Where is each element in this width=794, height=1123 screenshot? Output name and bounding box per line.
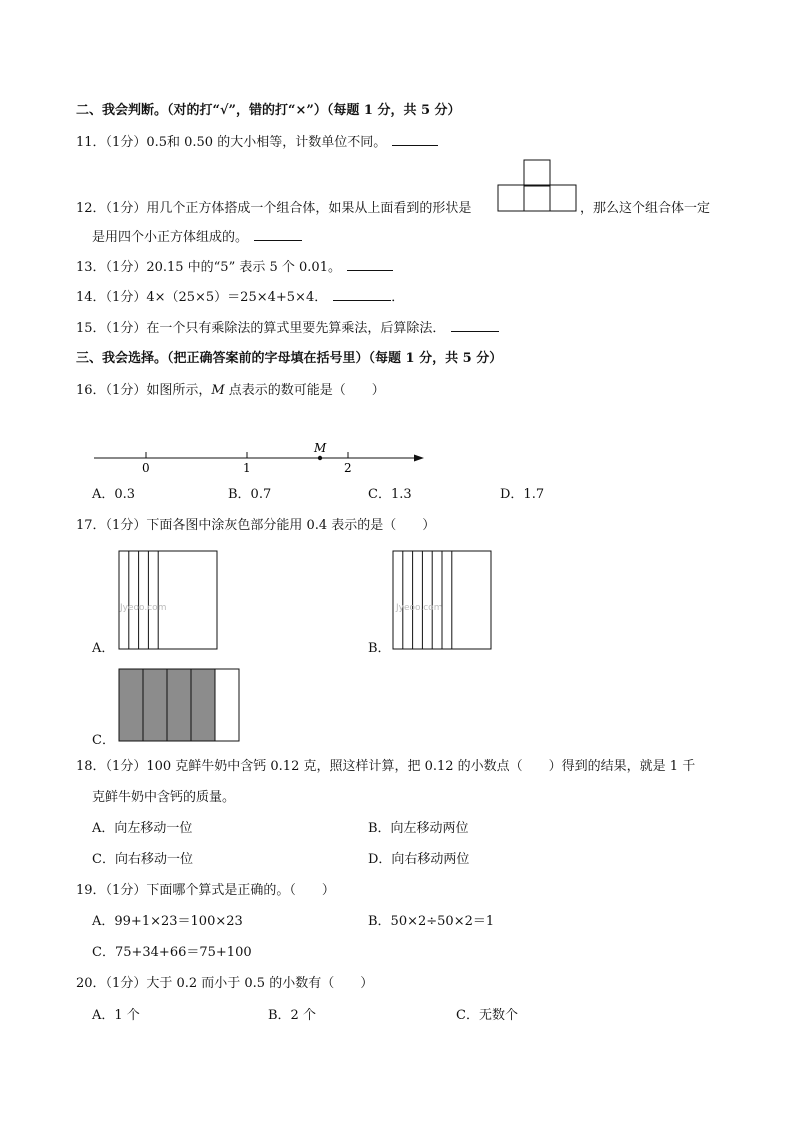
option-19-a[interactable]: A．99+1×23＝100×23 — [92, 914, 243, 929]
tick-label-0: 0 — [142, 461, 150, 475]
option-20-c[interactable]: C．无数个 — [456, 1008, 518, 1023]
watermark-a: Jyeoo.com — [120, 603, 167, 613]
question-13 — [76, 258, 393, 277]
figure-17-a — [118, 550, 220, 652]
section-2-title: 二、我会判断。（对的打“√”，错的打“×”）（每题 1 分，共 5 分） — [76, 103, 461, 118]
question-14 — [76, 288, 404, 307]
question-13-text: 13．（1分）20.15 中的“5” 表示 5 个 0.01。 — [76, 260, 341, 275]
option-16-c[interactable]: C．1.3 — [368, 487, 412, 502]
tick-label-2: 2 — [344, 461, 352, 475]
option-19-c[interactable]: C．75+34+66＝75+100 — [92, 945, 252, 960]
option-16-b[interactable]: B．0.7 — [228, 487, 272, 502]
tick-label-1: 1 — [243, 461, 251, 475]
watermark-b: Jyeoo.com — [396, 603, 443, 613]
option-18-d[interactable]: D．向右移动两位 — [368, 852, 470, 867]
option-16-d[interactable]: D．1.7 — [500, 487, 545, 502]
question-18-line1: 18．（1分）100 克鲜牛奶中含钙 0.12 克，照这样计算，把 0.12 的小数点（ ）得到的结果，就是 1 千 — [76, 759, 696, 774]
option-18-b[interactable]: B．向左移动两位 — [368, 821, 469, 836]
question-11-text: 11．（1分）0.5和 0.50 的大小相等，计数单位不同。 — [76, 135, 387, 150]
question-20: 20．（1分）大于 0.2 而小于 0.5 的小数有（ ） — [76, 976, 374, 991]
figure-17-b — [392, 550, 494, 652]
answer-blank-14[interactable] — [333, 288, 391, 301]
option-17-c[interactable]: C． — [92, 733, 115, 748]
answer-blank-11[interactable] — [392, 133, 438, 146]
option-20-b[interactable]: B．2 个 — [268, 1008, 316, 1023]
question-15 — [76, 319, 499, 338]
top-view-figure — [496, 159, 580, 213]
answer-blank-12[interactable] — [254, 228, 302, 241]
option-19-b[interactable]: B．50×2÷50×2＝1 — [368, 914, 495, 929]
option-18-c[interactable]: C．向右移动一位 — [92, 852, 193, 867]
question-17: 17．（1分）下面各图中涂灰色部分能用 0.4 表示的是（ ） — [76, 518, 436, 533]
question-18-line2: 克鲜牛奶中含钙的质量。 — [92, 790, 236, 805]
figure-17-c — [118, 668, 240, 744]
section-3-title: 三、我会选择。（把正确答案前的字母填在括号里）（每题 1 分，共 5 分） — [76, 351, 503, 366]
question-12-line1 — [76, 200, 471, 218]
answer-blank-13[interactable] — [347, 258, 393, 271]
question-19: 19．（1分）下面哪个算式是正确的。（ ） — [76, 883, 335, 898]
point-m-label: M — [314, 441, 327, 455]
question-16-text-b: 点表示的数可能是（ ） — [224, 383, 385, 398]
question-16-var: M — [211, 383, 225, 398]
answer-blank-15[interactable] — [451, 319, 499, 332]
question-16 — [76, 382, 385, 400]
question-16-text-a: 16．（1分）如图所示， — [76, 383, 212, 398]
question-14-text: 14．（1分）4×（25×5）＝25×4+5×4． — [76, 290, 328, 305]
option-17-a[interactable]: A． — [92, 641, 115, 656]
question-12-text-b: ，那么这个组合体一定 — [580, 201, 711, 216]
question-14-suffix: ． — [391, 290, 405, 305]
question-12-text-a: 12．（1分）用几个正方体搭成一个组合体，如果从上面看到的形状是 — [76, 201, 472, 216]
question-12-line2 — [92, 228, 302, 247]
number-line — [92, 436, 432, 476]
option-20-a[interactable]: A．1 个 — [92, 1008, 140, 1023]
point-m — [318, 456, 322, 460]
option-18-a[interactable]: A．向左移动一位 — [92, 821, 193, 836]
question-12-text-c: 是用四个小正方体组成的。 — [92, 230, 249, 245]
question-15-text: 15．（1分）在一个只有乘除法的算式里要先算乘法，后算除法． — [76, 321, 446, 336]
option-17-b[interactable]: B． — [368, 641, 391, 656]
option-16-a[interactable]: A．0.3 — [92, 487, 136, 502]
question-11 — [76, 133, 438, 152]
